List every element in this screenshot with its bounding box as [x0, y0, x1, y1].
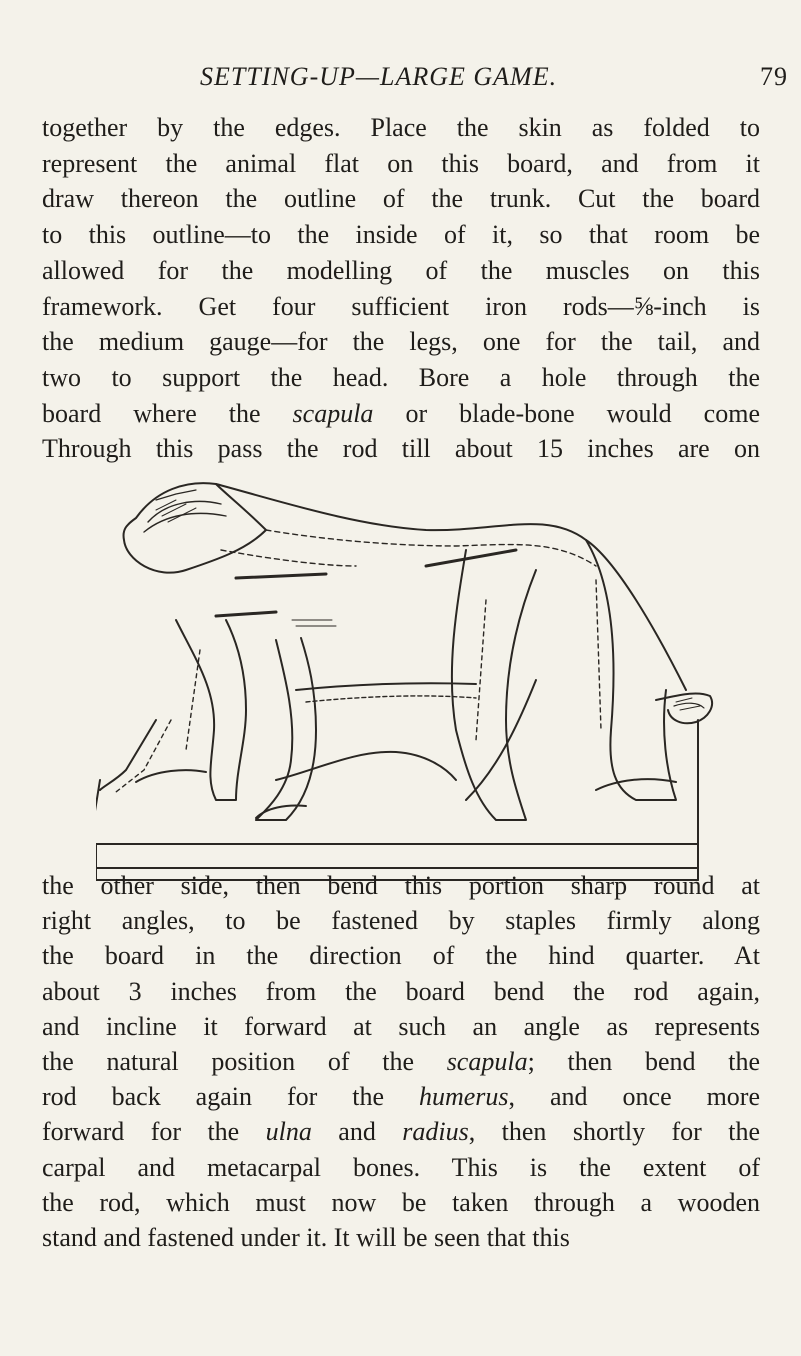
running-header [200, 62, 800, 102]
foot [596, 779, 676, 790]
text-line: rod back again for the humerus, and once more [42, 1082, 761, 1112]
animal-head [124, 483, 267, 573]
text-line: to this outline—to the inside of it, so that room be [42, 220, 760, 250]
text-line: Through this pass the rod till about 15 inches are on [42, 434, 760, 464]
text-line: represent the animal flat on this board, and from it [42, 148, 760, 178]
text-line: the natural position of the scapula; then bend the [42, 1047, 760, 1077]
text-line: the board in the direction of the hind quarter. At [42, 941, 760, 971]
text-line: carpal and metacarpal bones. This is the extent of [42, 1152, 760, 1182]
iron-rod [236, 574, 326, 578]
hatching [156, 500, 700, 710]
front-leg [176, 620, 246, 800]
iron-rod [426, 550, 516, 566]
text-line: framework. Get four sufficient iron rods—⅝-inch is [42, 291, 760, 321]
text-line: two to support the head. Bore a hole through the [42, 362, 760, 392]
paragraph-top [42, 110, 760, 467]
animal-belly [296, 683, 476, 690]
text-line: board where the scapula or blade-bone would come [42, 398, 760, 428]
text-line: forward for the ulna and radius, then shortly for the [42, 1117, 760, 1147]
text-line: together by the edges. Place the skin as folded to [42, 113, 760, 142]
text-line: stand and fastened under it. It will be seen that this [42, 1223, 570, 1253]
text-line: the other side, then bend this portion sharp round at [42, 871, 760, 900]
foot [136, 770, 206, 782]
paragraph-bottom [42, 868, 760, 1255]
text-line: the medium gauge—for the legs, one for the tail, and [42, 327, 760, 357]
text-line: about 3 inches from the board bend the rod again, [42, 976, 760, 1006]
text-line: draw thereon the outline of the trunk. Cut the board [42, 184, 760, 214]
page-number: 79 [760, 62, 788, 91]
animal-back [216, 484, 686, 690]
running-title: SETTING-UP—LARGE GAME. [200, 62, 558, 91]
armature-figure [96, 470, 716, 890]
text-line: and incline it forward at such an angle as represents [42, 1011, 760, 1041]
text-line: the rod, which must now be taken through a wooden [42, 1187, 760, 1217]
front-leg-inner [256, 638, 316, 820]
text-line: allowed for the modelling of the muscles on this [42, 255, 760, 285]
iron-rod [216, 612, 276, 616]
foot [256, 806, 306, 819]
text-line: right angles, to be fastened by staples firmly along [42, 906, 760, 936]
hind-leg [452, 550, 536, 820]
